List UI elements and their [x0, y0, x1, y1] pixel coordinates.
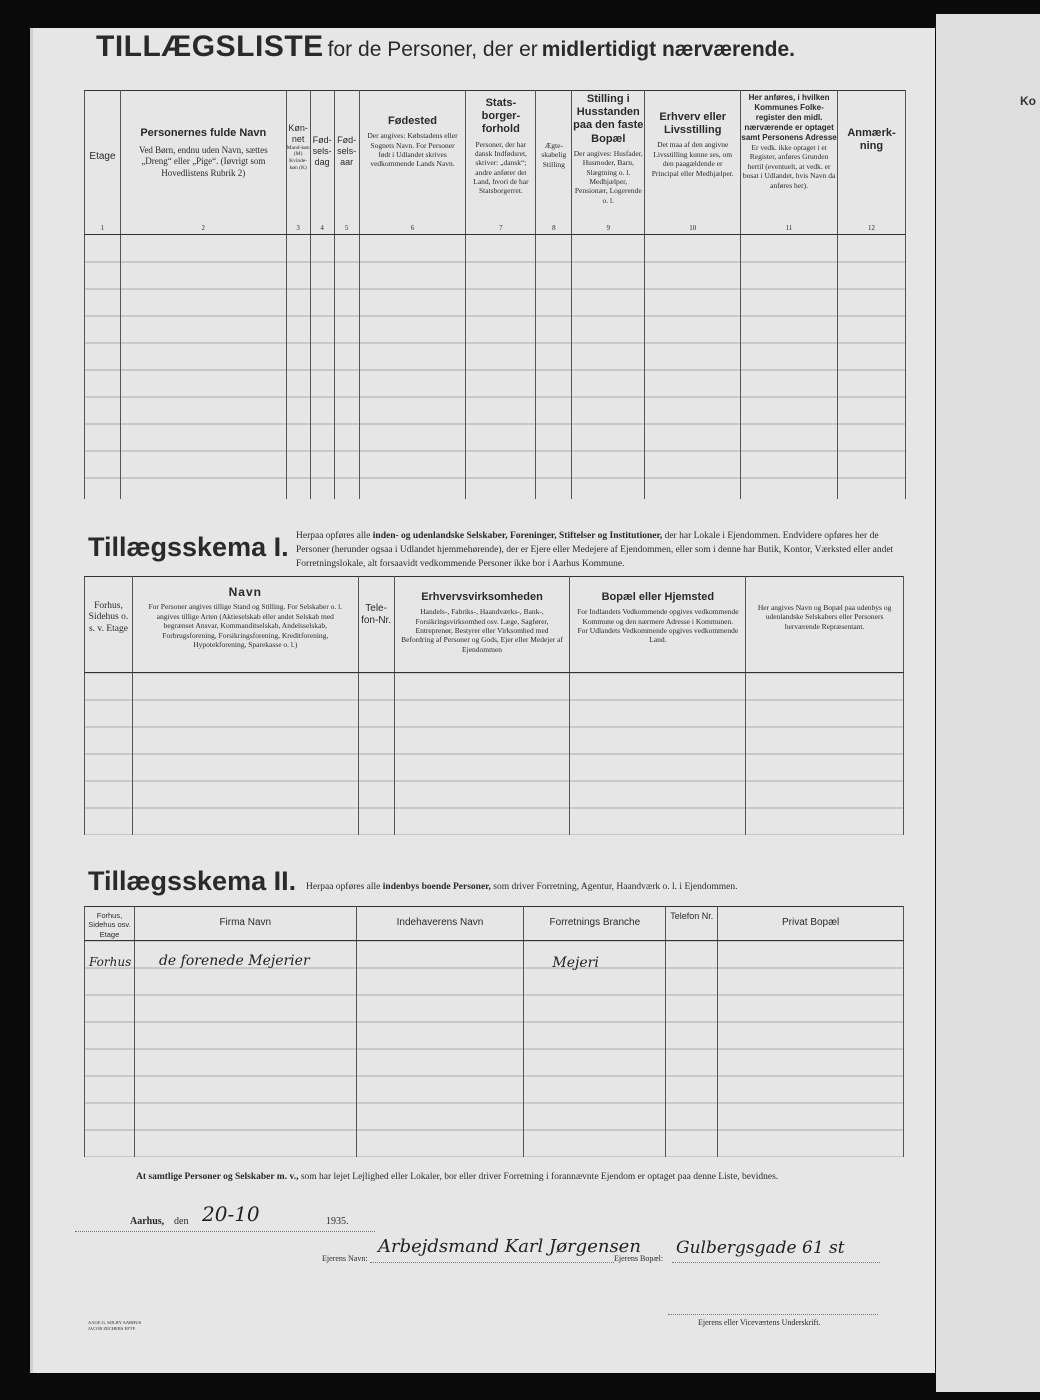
body-cell [741, 235, 838, 499]
adjacent-page [936, 14, 1040, 1392]
col-etage: Etage 1 [85, 91, 121, 235]
body-cell [334, 235, 359, 499]
owner-address-label: Ejerens Bopæl: [614, 1254, 664, 1263]
col-register: Her anføres, i hvilken Kommunes Folke-register den midl. nærværende er optaget samt Personens Adresse Er vedk. ikke optaget i et Register, anføres Grunden hertil (eventuelt, at vedk. er bosat i Udlandet, hvis Navn da anføres her). 11 [741, 91, 838, 235]
body-cell [394, 673, 570, 835]
schema1-title: Tillægsskema I. [88, 532, 289, 562]
body-cell [85, 941, 135, 1157]
s1-col-name: Navn For Personer angives tillige Stand og Stilling. For Selskaber o. l. angives tillige Arten (Aktieselskab eller andet Selskab med begrænset Ansvar, Kommanditselskab, Andelsselskab, Forbrugsforening, Forsikringsforening, Kreditforening, Hypotekforening, Sparekasse o. l.) [132, 577, 358, 673]
s1-col-phone: Tele-fon-Nr. [358, 577, 394, 673]
col-birthday: Fød-sels-dag 4 [310, 91, 334, 235]
title-bold: midlertidigt nærværende. [541, 38, 796, 61]
schema1-intro: Herpaa opføres alle inden- og udenlandske Selskaber, Foreninger, Stiftelser og Institutioner, der har Lokale i Ejendommen. Endvidere opføres her de Personer (herunder ogsaa i Udlandet hjemmehørende), der er Ejere eller Medejere af Ejendommen, eller som i denne har Butik, Kontor, Værksted eller andet Forretningslokale, alt forsaavidt vedkommende Personer ikke bor i Aarhus Kommune. [296, 531, 894, 569]
body-cell [358, 673, 394, 835]
adjacent-page-text: Ko [1020, 94, 1036, 108]
s1-col-representative: Her angives Navn og Bopæl paa udenbys og udenlandske Selskabers eller Personers herværende Repræsentant. [746, 577, 904, 673]
declaration: At samtlige Personer og Selskaber m. v., som har lejet Lejlighed eller Lokaler, bor eller driver Forretning i forannævnte Ejendom er optaget paa denne Liste, bevidnes. [136, 1172, 779, 1182]
col-remarks: Anmærk-ning 12 [837, 91, 905, 235]
body-cell [746, 673, 904, 835]
body-cell [359, 235, 466, 499]
body-cell [466, 235, 536, 499]
date-underline [75, 1225, 375, 1232]
signature-label: Ejerens eller Viceværtens Underskrift. [698, 1318, 821, 1327]
title-caps: TILLÆGSLISTE [96, 30, 324, 63]
body-cell [85, 673, 133, 835]
date-handwritten: 20-10 [202, 1202, 260, 1226]
body-cell [524, 941, 666, 1157]
col-name: Personernes fulde Navn Ved Børn, endnu uden Navn, sættes „Dreng“ eller „Pige“. (Iøvrigt som Hovedlistens Rubrik 2) 2 [120, 91, 286, 235]
body-cell [134, 941, 356, 1157]
col-citizenship: Stats-borger-forhold Personer, der har dansk Indfødsret, skriver: „dansk“; andre anfører det Land, hvori de har Statsborgerret. 7 [466, 91, 536, 235]
s2-col-owner: Indehaverens Navn [356, 907, 524, 941]
body-cell [310, 235, 334, 499]
s1-col-address: Bopæl eller Hjemsted For Indlandets Vedkommende opgives vedkommende Kommune og den nærmere Adresse i Kommunen. For Udlandets Vedkommende opgives vedkommende Land. [570, 577, 746, 673]
body-cell [572, 235, 645, 499]
row1-firm: de forenede Mejerier [158, 953, 310, 969]
body-cell [132, 673, 358, 835]
body-cell [286, 235, 310, 499]
s2-col-residence: Privat Bopæl [718, 907, 904, 941]
owner-name-label: Ejerens Navn: [322, 1254, 368, 1263]
schema2-title: Tillægsskema II. [88, 866, 297, 896]
col-occupation: Erhverv eller Livsstilling Det maa af den angivne Livsstilling kunne ses, om den paagældende er Principal eller Medhjælper. 10 [645, 91, 741, 235]
schema1-table [84, 576, 904, 835]
s1-col-business: Erhvervsvirksomheden Handels-, Fabriks-, Haandværks-, Bank-, Forsikringsvirksomhed osv. Læge, Sagfører, Entreprenør, Bestyrer eller Virksomhed med Befordring af Personer og Gods, Ejer eller Medejer af Ejendommen [394, 577, 570, 673]
row1-branch: Mejeri [552, 955, 599, 971]
body-cell [645, 235, 741, 499]
owner-name-line [370, 1262, 614, 1263]
body-cell [536, 235, 572, 499]
s2-col-etage: Forhus, Sidehus osv. Etage [85, 907, 135, 941]
body-cell [356, 941, 524, 1157]
body-cell [837, 235, 905, 499]
owner-address-line [672, 1262, 880, 1263]
schema2-intro: Herpaa opføres alle indenbys boende Personer, som driver Forretning, Agentur, Haandværk o. l. i Ejendommen. [306, 882, 738, 892]
schema2-table [84, 906, 904, 1157]
s1-col-etage: Forhus, Sidehus o. s. v. Etage [85, 577, 133, 673]
s2-col-firm: Firma Navn [134, 907, 356, 941]
col-birthyear: Fød-sels-aar 5 [334, 91, 359, 235]
col-marital: Ægte-skabelig Stilling 8 [536, 91, 572, 235]
page-title [96, 30, 795, 64]
body-cell [570, 673, 746, 835]
col-gender: Køn-net Mand-køn (M) Kvinde-køn (K) 3 [286, 91, 310, 235]
body-cell [718, 941, 904, 1157]
body-cell [666, 941, 718, 1157]
body-cell [85, 235, 121, 499]
printer-imprint: AAGE G. SØLBY AARHUS JACOB ZECHERS EFTF. [88, 1320, 142, 1331]
body-cell [120, 235, 286, 499]
title-rest: for de Personer, der er [327, 38, 538, 61]
date-line: Aarhus, den 20-10 1935. [130, 1202, 349, 1227]
s2-col-branch: Forretnings Branche [524, 907, 666, 941]
main-table [84, 90, 906, 499]
col-birthplace: Fødested Der angives: Købstadens eller Sognets Navn. For Personer født i Udlandet skrives vedkommende Lands Navn. 6 [359, 91, 466, 235]
row1-etage: Forhus [89, 955, 132, 969]
s2-col-phone: Telefon Nr. [666, 907, 718, 941]
col-household: Stilling i Husstanden paa den faste Bopæl Der angives: Husfader, Husmoder, Barn, Slægtning o. l. Medhjælper, Pensionær, Logerende o. l. 9 [572, 91, 645, 235]
owner-name-handwritten: Arbejdsmand Karl Jørgensen [378, 1236, 641, 1257]
owner-address-handwritten: Gulbergsgade 61 st [676, 1238, 845, 1258]
signature-line [668, 1314, 878, 1315]
